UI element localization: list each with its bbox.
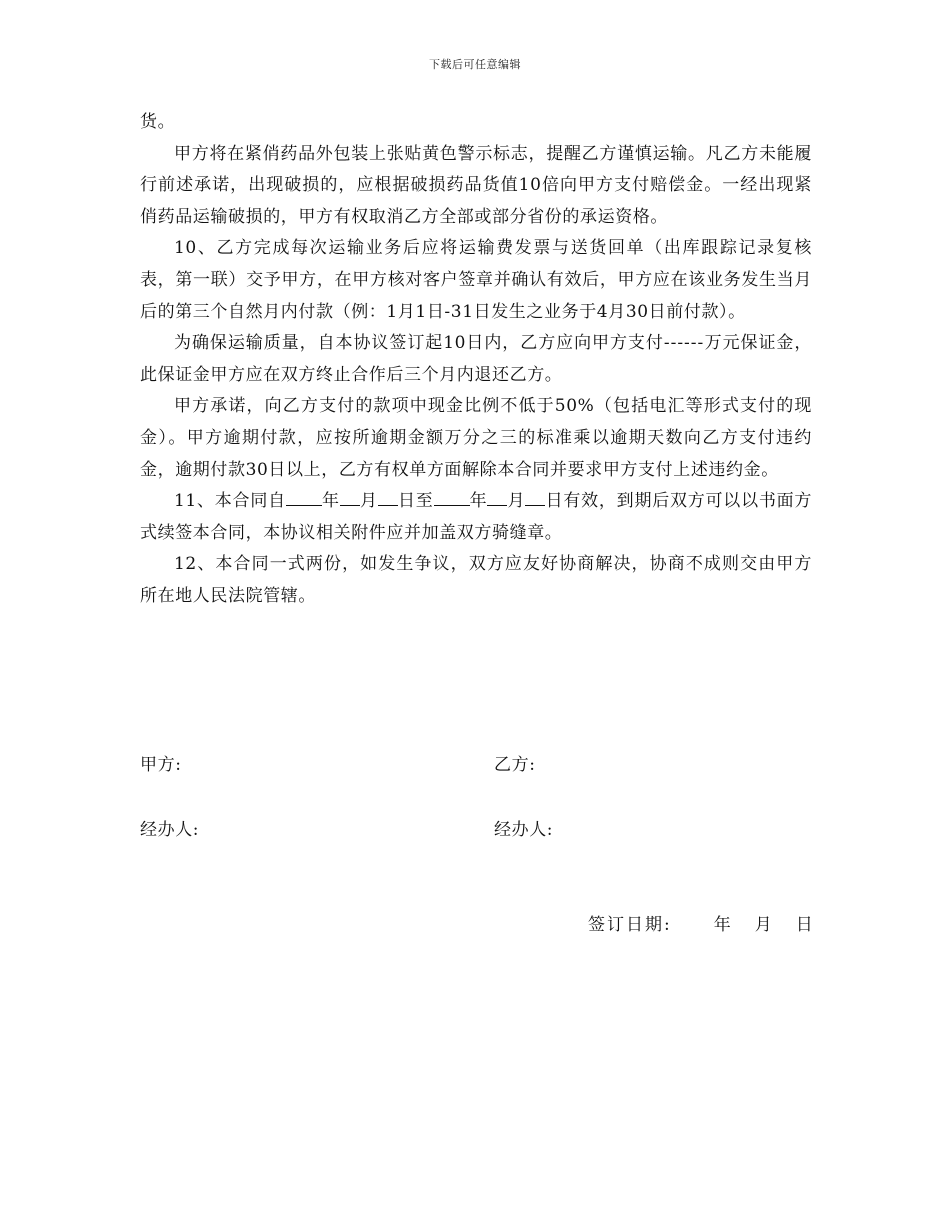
- paragraph-clause-12: 12、本合同一式两份，如发生争议，双方应友好协商解决，协商不成则交由甲方所在地人民法院管辖。: [140, 554, 812, 606]
- signing-date-line: [588, 910, 815, 935]
- clause-11-prefix: 11、本合同自: [174, 491, 286, 512]
- start-month-label: 月: [359, 491, 378, 512]
- start-day-blank: [378, 487, 398, 506]
- contract-body: [140, 107, 812, 613]
- end-month-label: 月: [507, 491, 526, 512]
- signing-date-month: 月: [754, 915, 774, 935]
- party-a-label: 甲方:: [140, 755, 182, 775]
- signing-date-day: 日: [795, 915, 815, 935]
- paragraph-warning-label: 甲方将在紧俏药品外包装上张贴黄色警示标志，提醒乙方谨慎运输。凡乙方未能履行前述承诺，出现破损的，应根据破损药品货值10倍向甲方支付赔偿金。一经出现紧俏药品运输破损的，甲方有权取消乙方全部或部分省份的承运资格。: [140, 143, 812, 227]
- paragraph-clause-10: 10、乙方完成每次运输业务后应将运输费发票与送货回单（出库跟踪记录复核表，第一联）交予甲方，在甲方核对客户签章并确认有效后，甲方应在该业务发生当月后的第三个自然月内付款（例：1月1日-31日发生之业务于4月30日前付款）。: [140, 238, 812, 322]
- signing-date-label: 签订日期:: [588, 915, 672, 935]
- party-b-label: 乙方:: [494, 755, 536, 775]
- end-year-blank: [434, 487, 470, 506]
- paragraph-payment-terms: 甲方承诺，向乙方支付的款项中现金比例不低于50%（包括电汇等形式支付的现金）。甲方逾期付款，应按所逾期金额万分之三的标准乘以逾期天数向乙方支付违约金，逾期付款30日以上，乙方有权单方面解除本合同并要求甲方支付上述违约金。: [140, 396, 812, 480]
- deposit-text-after: 万元保证金，此保证金甲方应在双方终止合作后三个月内退还乙方。: [140, 333, 812, 385]
- end-year-label: 年: [469, 491, 488, 512]
- paragraph-continuation: 货。: [140, 112, 176, 132]
- agent-a-label: 经办人:: [140, 820, 200, 840]
- start-day-label: 日至: [397, 491, 434, 512]
- paragraph-deposit: [140, 328, 812, 391]
- start-year-label: 年: [321, 491, 340, 512]
- deposit-text-before: 为确保运输质量，自本协议签订起10日内，乙方应向甲方支付: [174, 333, 664, 354]
- paragraph-clause-11: [140, 486, 812, 549]
- page-header: 下载后可任意编辑: [429, 58, 521, 71]
- start-month-blank: [340, 487, 360, 506]
- clause-11-suffix: 日有效，到期后双方可以以书面方式续签本合同，本协议相关附件应并加盖双方骑缝章。: [140, 491, 812, 543]
- deposit-amount-blank: ------: [663, 333, 705, 354]
- end-month-blank: [487, 487, 507, 506]
- agent-b-label: 经办人:: [494, 820, 554, 840]
- start-year-blank: [286, 487, 322, 506]
- end-day-blank: [525, 487, 545, 506]
- signing-date-year: 年: [713, 915, 733, 935]
